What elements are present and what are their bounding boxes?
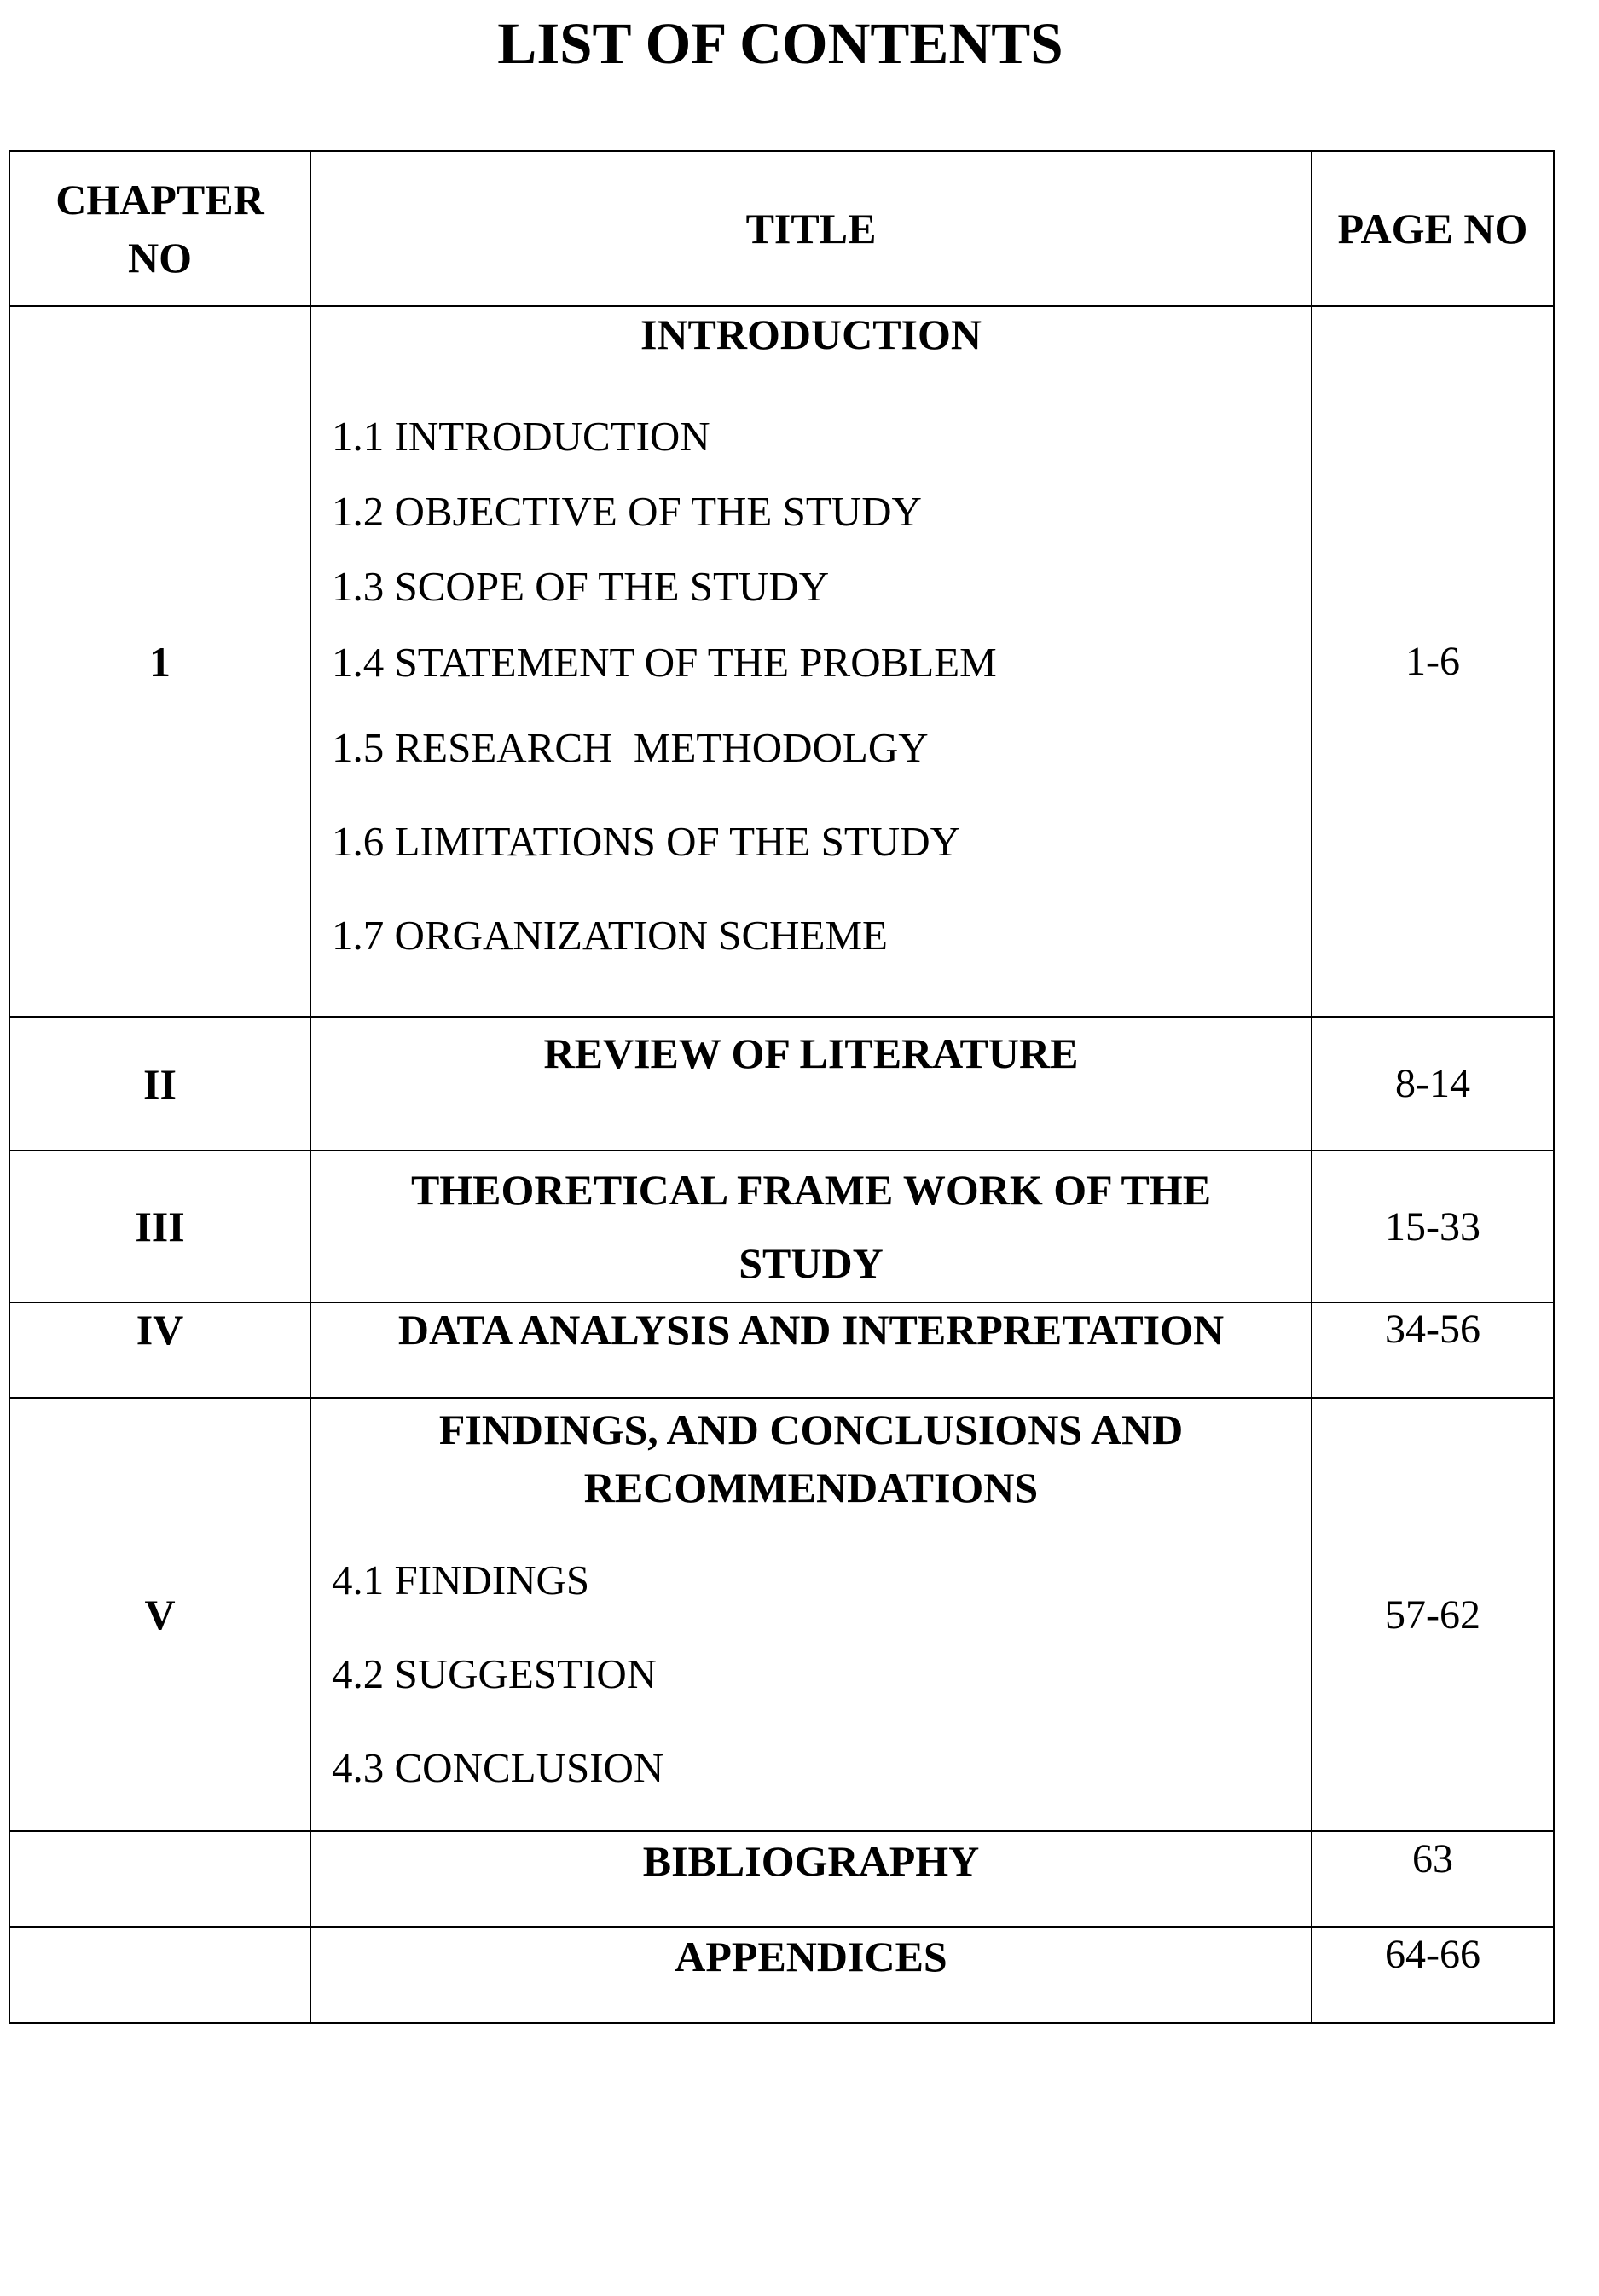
chapter-pages: 8-14: [1312, 1017, 1554, 1151]
subsection-item: 1.4 STATEMENT OF THE PROBLEM: [332, 639, 997, 686]
chapter-number: [9, 1927, 310, 2023]
chapter-number: III: [9, 1151, 310, 1302]
subsection-item: 1.2 OBJECTIVE OF THE STUDY: [332, 488, 922, 535]
chapter-number: II: [9, 1017, 310, 1151]
subsection-item: 1.1 INTRODUCTION: [332, 413, 710, 460]
chapter-title: REVIEW OF LITERATURE: [543, 1029, 1079, 1077]
chapter-title: INTRODUCTION: [640, 310, 982, 358]
subsection-item: 1.5 RESEARCH METHODOLGY: [332, 724, 929, 771]
chapter-title: DATA ANALYSIS AND INTERPRETATION: [397, 1306, 1225, 1354]
chapter-number: IV: [9, 1302, 310, 1398]
chapter-title-cell: [310, 1831, 1312, 1927]
table-row: [9, 1927, 1554, 2023]
header-chapter-no-label: CHAPTER NO: [55, 176, 264, 281]
chapter-title-cell: [310, 1398, 1312, 1831]
chapter-title-cell: [310, 1302, 1312, 1398]
subsection-item: 4.2 SUGGESTION: [332, 1650, 658, 1697]
subsection-list: [311, 1534, 1311, 1815]
header-page-no-label: PAGE NO: [1337, 205, 1528, 252]
chapter-title-cell: [310, 306, 1312, 1017]
header-row: [9, 151, 1554, 306]
table-row: [9, 1302, 1554, 1398]
chapter-title-cell: [310, 1017, 1312, 1151]
chapter-number: 1: [9, 306, 310, 1017]
subsection-item: 4.1 FINDINGS: [332, 1557, 590, 1603]
table-row: [9, 1398, 1554, 1831]
chapter-title: BIBLIOGRAPHY: [642, 1837, 980, 1885]
subsection-list: [311, 399, 1311, 983]
chapter-pages: 1-6: [1312, 306, 1554, 1017]
table-row: [9, 306, 1554, 1017]
table-row: [9, 1831, 1554, 1927]
table-row: [9, 1017, 1554, 1151]
chapter-title: THEORETICAL FRAME WORK OF THE STUDY: [410, 1166, 1212, 1287]
chapter-title: FINDINGS, AND CONCLUSIONS AND RECOMMENDATIONS: [438, 1406, 1184, 1511]
subsection-item: 4.3 CONCLUSION: [332, 1744, 664, 1791]
header-page-no: [1312, 151, 1554, 306]
chapter-title: APPENDICES: [675, 1933, 947, 1980]
chapter-number: [9, 1831, 310, 1927]
subsection-item: 1.6 LIMITATIONS OF THE STUDY: [332, 818, 960, 865]
contents-table: [9, 150, 1555, 2024]
chapter-pages: 15-33: [1312, 1151, 1554, 1302]
subsection-item: 1.3 SCOPE OF THE STUDY: [332, 563, 830, 610]
chapter-number: V: [9, 1398, 310, 1831]
header-chapter-no: [9, 151, 310, 306]
chapter-title-cell: [310, 1927, 1312, 2023]
chapter-pages: 34-56: [1312, 1302, 1554, 1398]
chapter-pages: 63: [1312, 1831, 1554, 1927]
header-title: [310, 151, 1312, 306]
subsection-item: 1.7 ORGANIZATION SCHEME: [332, 912, 888, 959]
page-title: LIST OF CONTENTS: [497, 11, 1063, 76]
chapter-pages: 64-66: [1312, 1927, 1554, 2023]
table-row: [9, 1151, 1554, 1302]
header-title-label: TITLE: [745, 205, 877, 252]
chapter-pages: 57-62: [1312, 1398, 1554, 1831]
chapter-title-cell: [310, 1151, 1312, 1302]
